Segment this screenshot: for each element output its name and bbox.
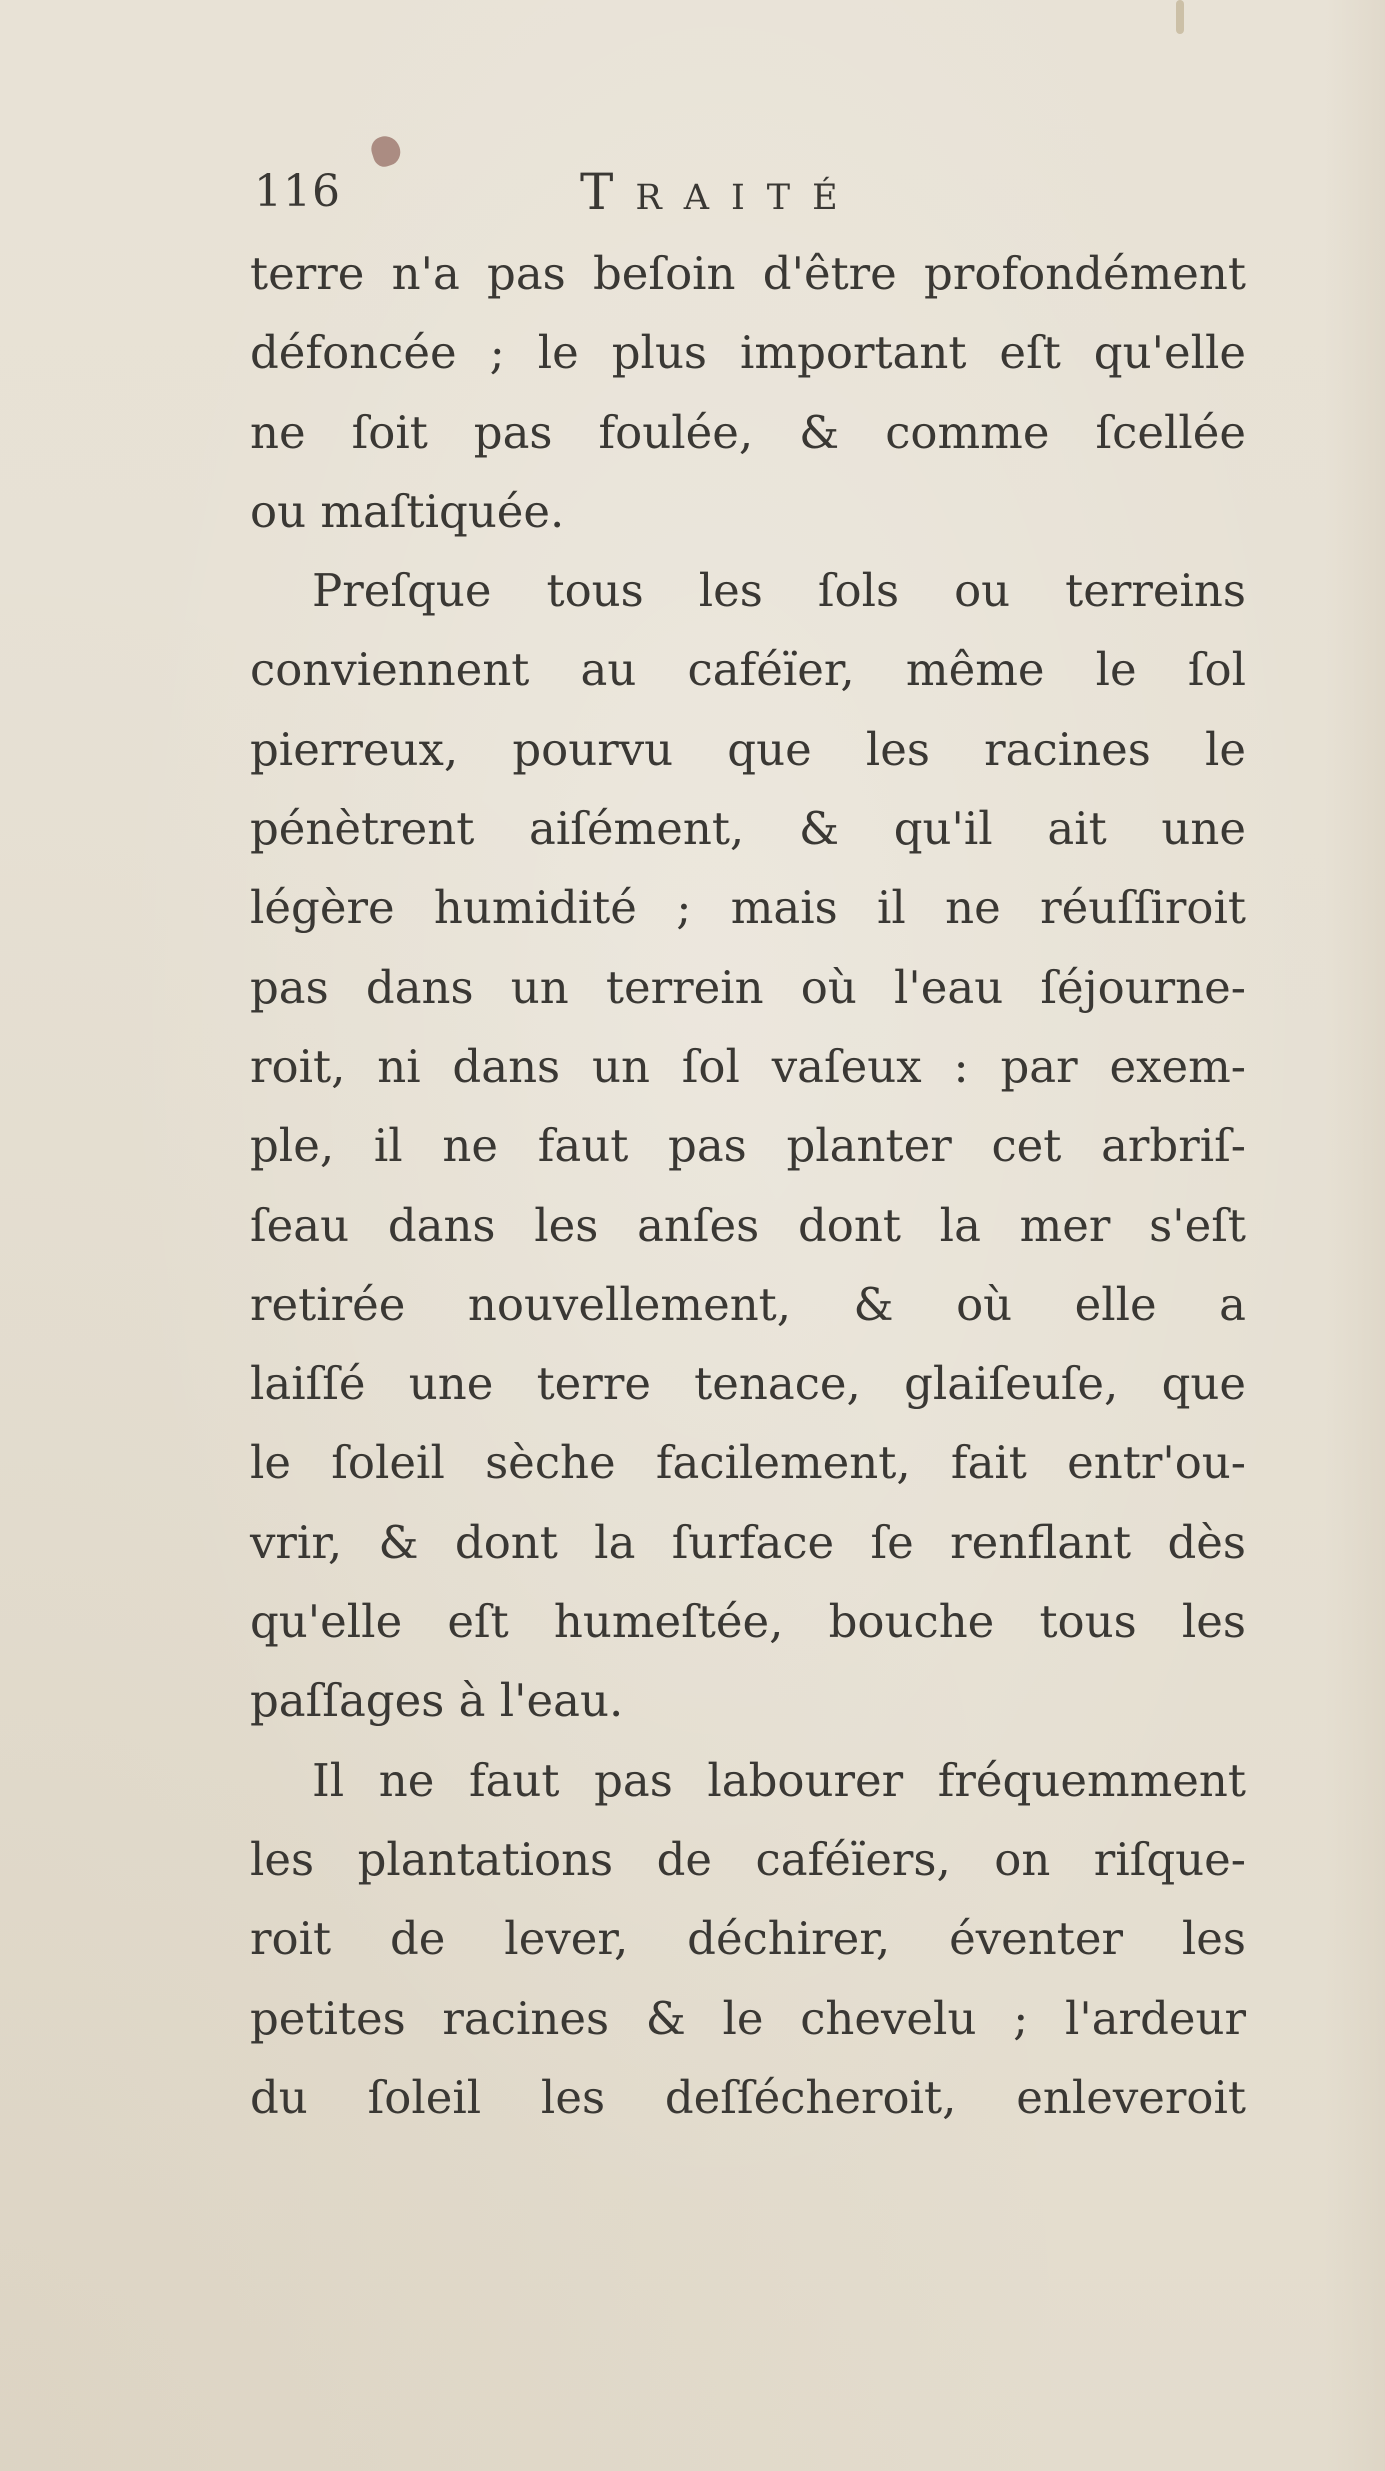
text-line: qu'elle eſt humeſtée, bouche tous les xyxy=(250,1595,1246,1649)
text-line: terre n'a pas beſoin d'être profondément xyxy=(250,247,1246,300)
text-line: petites racines & le chevelu ; l'ardeur xyxy=(250,1991,1246,2045)
text-line: Il ne faut pas labourer fréquemment xyxy=(312,1753,1246,1807)
text-line: laiſſé une terre tenace, glaiſeuſe, que xyxy=(250,1357,1246,1411)
text-line: retirée nouvellement, & où elle a xyxy=(250,1277,1246,1331)
text-line: pierreux, pourvu que les racines le xyxy=(250,722,1246,776)
page-header xyxy=(254,162,954,232)
text-line: ſeau dans les anſes dont la mer s'eſt xyxy=(250,1198,1246,1252)
paper-mark xyxy=(1176,0,1184,34)
text-line: Preſque tous les ſols ou terreins xyxy=(312,564,1246,618)
text-line: roit de lever, déchirer, éventer les xyxy=(250,1912,1246,1966)
text-line: paſſages à l'eau. xyxy=(250,1674,624,1728)
page-number: 116 xyxy=(254,166,341,217)
text-line: ou maſtiquée. xyxy=(250,484,565,538)
text-line: pas dans un terrein où l'eau ſéjourne- xyxy=(250,960,1246,1014)
text-line: le ſoleil sèche facilement, fait entr'ou- xyxy=(250,1436,1246,1490)
text-line: du ſoleil les deſſécheroit, enleveroit xyxy=(250,2070,1246,2124)
text-line: les plantations de caféïers, on riſque- xyxy=(250,1832,1246,1886)
page-edge-shading xyxy=(1325,0,1385,2471)
text-line: ple, il ne faut pas planter cet arbriſ- xyxy=(250,1119,1246,1173)
text-line: vrir, & dont la ſurface ſe renflant dès xyxy=(250,1515,1246,1569)
text-line: légère humidité ; mais il ne réuſſiroit xyxy=(250,881,1246,935)
running-title: Traité xyxy=(580,163,860,221)
text-line: conviennent au caféïer, même le ſol xyxy=(250,643,1246,697)
text-line: ne ſoit pas foulée, & comme ſcellée xyxy=(250,405,1246,459)
text-line: pénètrent aiſément, & qu'il ait une xyxy=(250,802,1246,856)
body-text xyxy=(250,234,1246,2137)
text-line: roit, ni dans un ſol vaſeux : par exem- xyxy=(250,1039,1246,1093)
text-line: défoncée ; le plus important eſt qu'elle xyxy=(250,326,1246,380)
